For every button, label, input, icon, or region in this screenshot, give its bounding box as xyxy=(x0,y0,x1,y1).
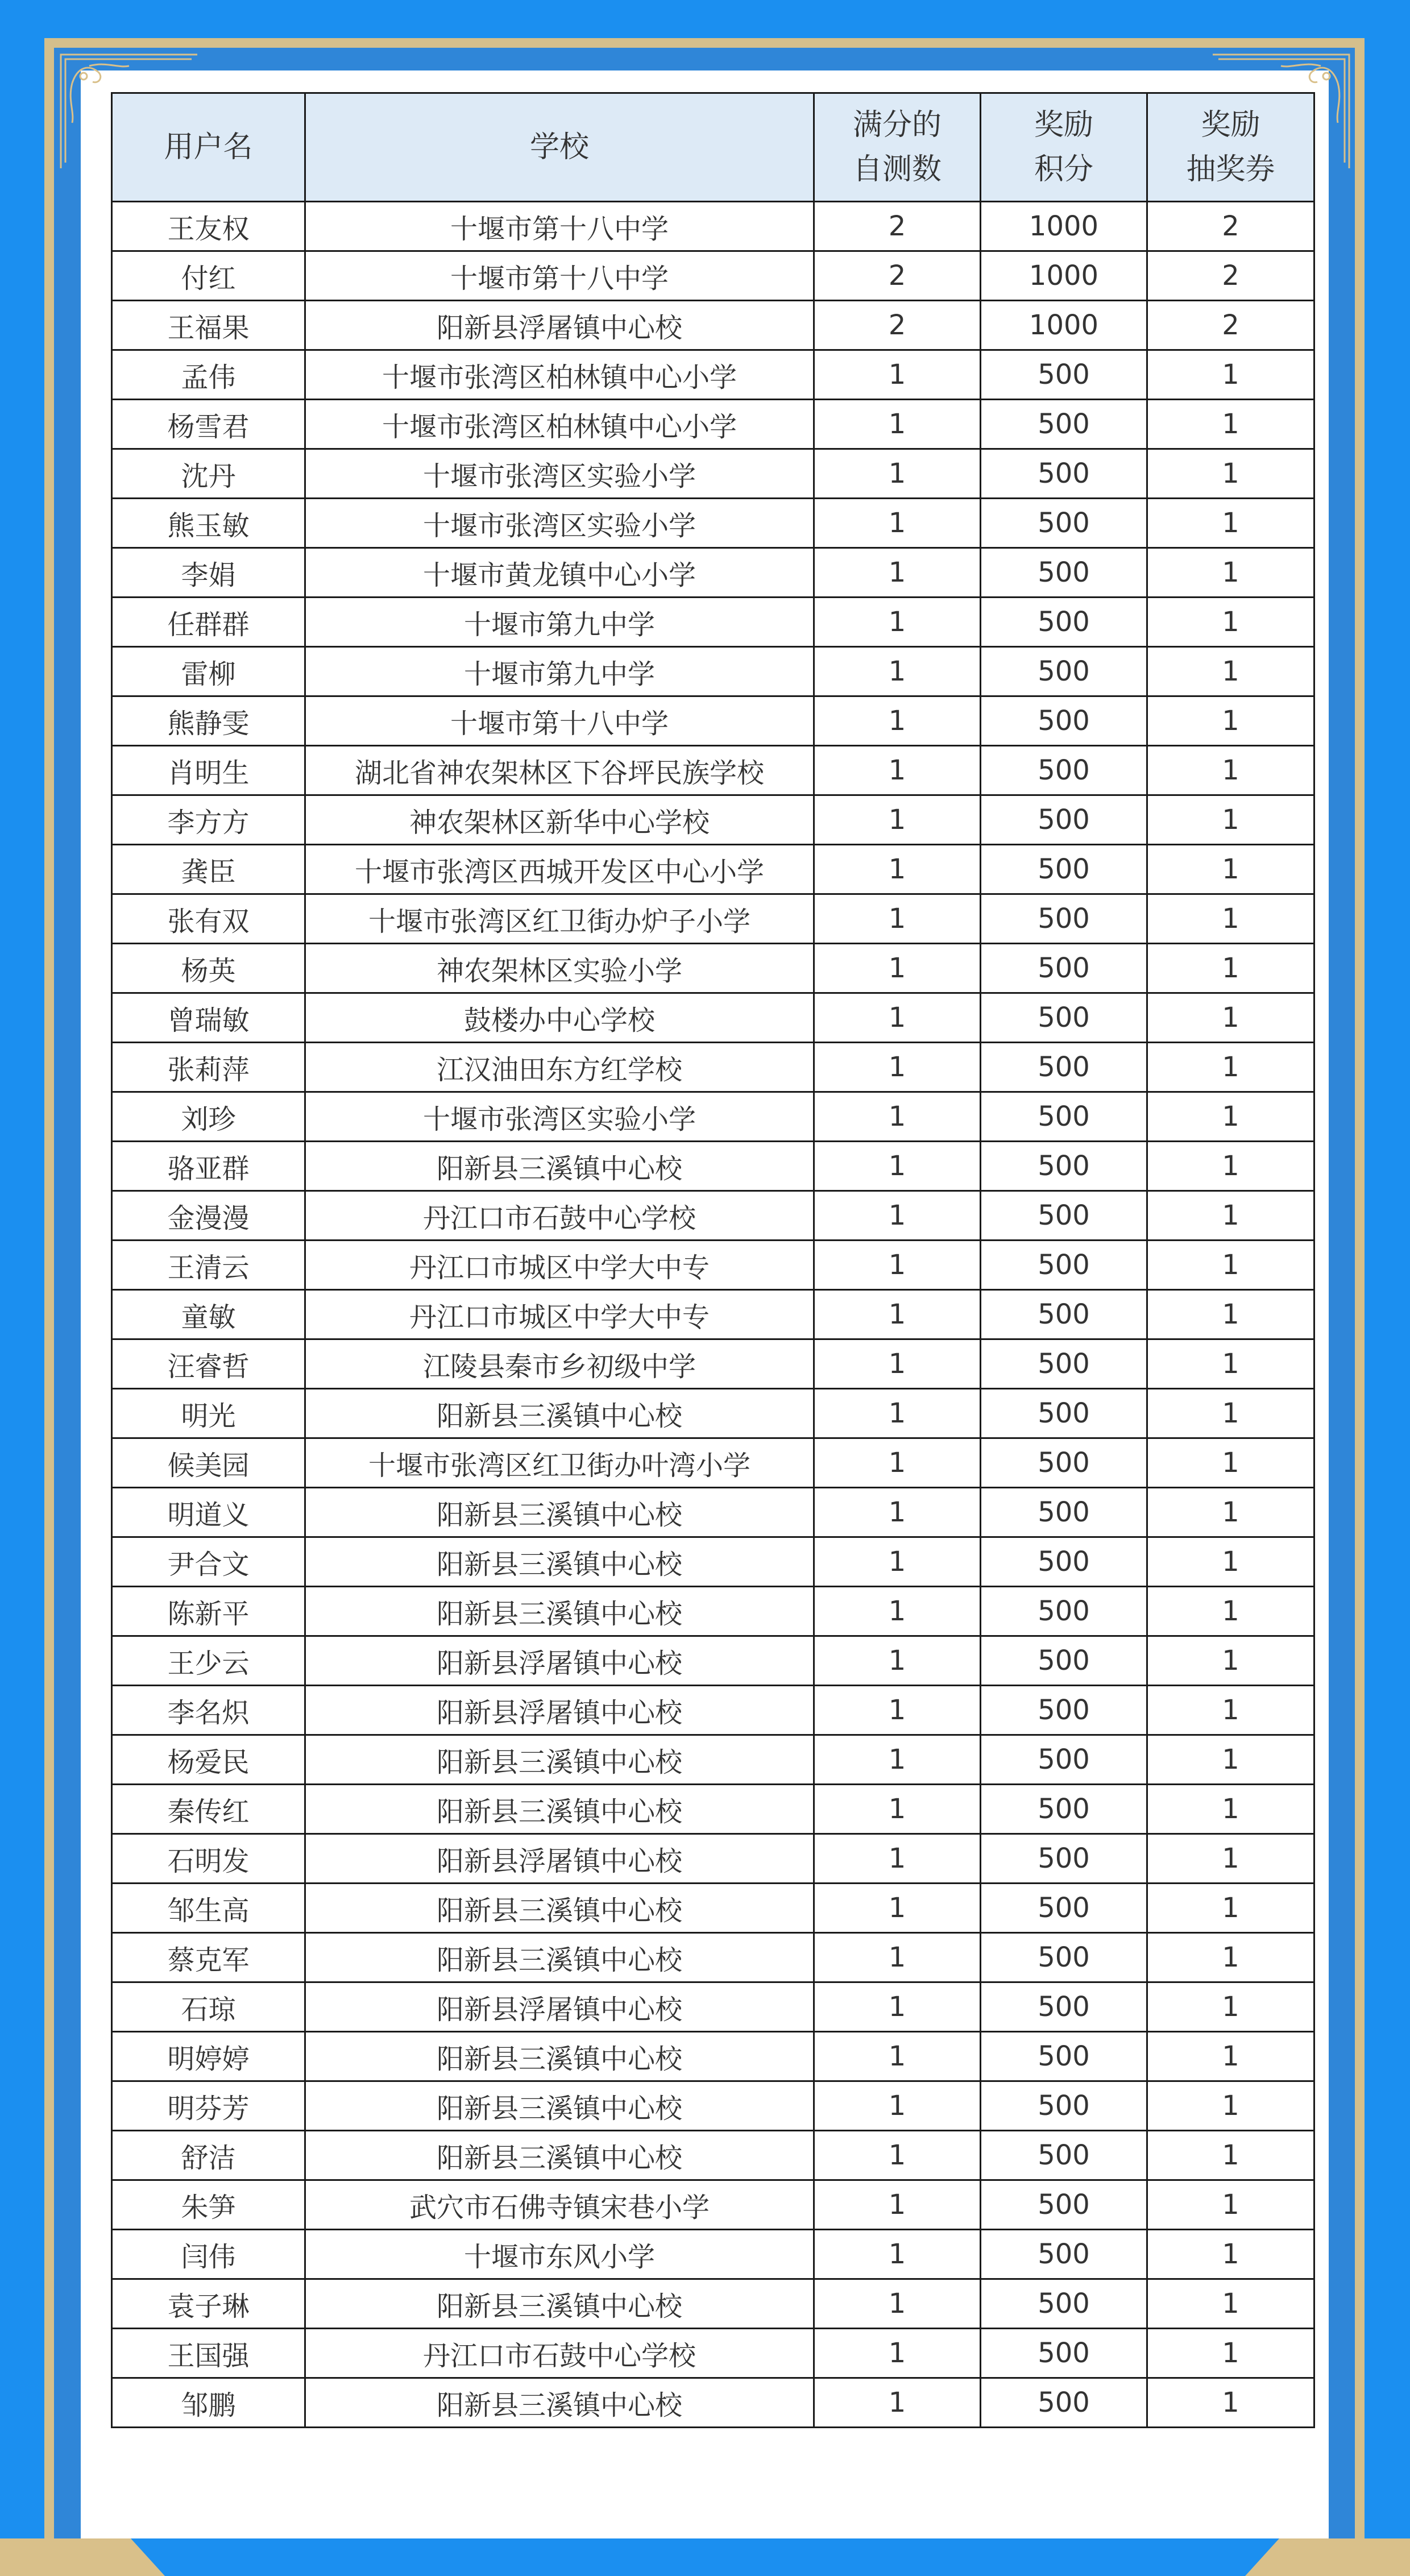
table-row xyxy=(112,845,1314,894)
table-row xyxy=(112,301,1314,350)
table-row xyxy=(112,202,1314,251)
cell-username: 汪睿哲 xyxy=(112,1339,305,1389)
cell-school: 阳新县三溪镇中心校 xyxy=(305,1735,814,1785)
cell-school: 十堰市第十八中学 xyxy=(305,251,814,301)
cell-school: 阳新县三溪镇中心校 xyxy=(305,1587,814,1636)
cell-reward-points: 500 xyxy=(981,1191,1147,1241)
table-body xyxy=(112,202,1314,2428)
cell-username: 王国强 xyxy=(112,2329,305,2378)
cell-full-score-tests: 1 xyxy=(814,449,981,499)
table-row xyxy=(112,2279,1314,2329)
cell-full-score-tests: 1 xyxy=(814,795,981,845)
cell-full-score-tests: 1 xyxy=(814,598,981,647)
cell-username: 陈新平 xyxy=(112,1587,305,1636)
cell-full-score-tests: 1 xyxy=(814,845,981,894)
cell-school: 十堰市张湾区实验小学 xyxy=(305,449,814,499)
cell-lottery-tickets: 1 xyxy=(1147,1191,1314,1241)
cell-school: 阳新县三溪镇中心校 xyxy=(305,2279,814,2329)
cell-username: 王清云 xyxy=(112,1241,305,1290)
table-row xyxy=(112,1389,1314,1438)
cell-username: 雷柳 xyxy=(112,647,305,696)
cell-full-score-tests: 1 xyxy=(814,400,981,449)
cell-reward-points: 1000 xyxy=(981,301,1147,350)
table-row xyxy=(112,1438,1314,1488)
cell-lottery-tickets: 2 xyxy=(1147,301,1314,350)
cell-school: 阳新县三溪镇中心校 xyxy=(305,2081,814,2131)
cell-full-score-tests: 1 xyxy=(814,1142,981,1191)
cell-school: 十堰市张湾区柏林镇中心小学 xyxy=(305,350,814,400)
cell-school: 阳新县三溪镇中心校 xyxy=(305,1884,814,1933)
cell-school: 十堰市张湾区红卫街办炉子小学 xyxy=(305,894,814,944)
reward-table xyxy=(111,92,1315,2428)
cell-lottery-tickets: 1 xyxy=(1147,400,1314,449)
cell-lottery-tickets: 1 xyxy=(1147,350,1314,400)
cell-school: 阳新县三溪镇中心校 xyxy=(305,1488,814,1537)
table-row xyxy=(112,746,1314,795)
cell-lottery-tickets: 1 xyxy=(1147,1587,1314,1636)
cell-reward-points: 500 xyxy=(981,1933,1147,1982)
cell-reward-points: 500 xyxy=(981,993,1147,1043)
table-header-row xyxy=(112,93,1314,202)
cell-full-score-tests: 1 xyxy=(814,499,981,548)
cell-username: 熊玉敏 xyxy=(112,499,305,548)
cell-full-score-tests: 1 xyxy=(814,746,981,795)
cell-username: 骆亚群 xyxy=(112,1142,305,1191)
cell-full-score-tests: 1 xyxy=(814,1884,981,1933)
table-row xyxy=(112,1982,1314,2032)
cell-school: 十堰市张湾区实验小学 xyxy=(305,1092,814,1142)
cell-full-score-tests: 1 xyxy=(814,894,981,944)
cell-lottery-tickets: 1 xyxy=(1147,499,1314,548)
cell-school: 武穴市石佛寺镇宋巷小学 xyxy=(305,2180,814,2230)
table-row xyxy=(112,647,1314,696)
table-row xyxy=(112,1735,1314,1785)
cell-lottery-tickets: 1 xyxy=(1147,1389,1314,1438)
cell-lottery-tickets: 1 xyxy=(1147,2230,1314,2279)
cell-username: 龚臣 xyxy=(112,845,305,894)
cell-lottery-tickets: 2 xyxy=(1147,202,1314,251)
cell-lottery-tickets: 1 xyxy=(1147,2081,1314,2131)
cell-school: 江汉油田东方红学校 xyxy=(305,1043,814,1092)
cell-full-score-tests: 1 xyxy=(814,2032,981,2081)
header-reward-points: 奖励 积分 xyxy=(981,93,1147,202)
cell-school: 阳新县三溪镇中心校 xyxy=(305,1785,814,1834)
cell-reward-points: 500 xyxy=(981,1043,1147,1092)
cell-school: 十堰市黄龙镇中心小学 xyxy=(305,548,814,598)
cell-lottery-tickets: 1 xyxy=(1147,1290,1314,1339)
table-row xyxy=(112,1241,1314,1290)
cell-lottery-tickets: 2 xyxy=(1147,251,1314,301)
header-lottery-tickets: 奖励 抽奖券 xyxy=(1147,93,1314,202)
cell-school: 丹江口市城区中学大中专 xyxy=(305,1290,814,1339)
cell-reward-points: 500 xyxy=(981,845,1147,894)
table-row xyxy=(112,2081,1314,2131)
cell-reward-points: 500 xyxy=(981,1537,1147,1587)
cell-reward-points: 500 xyxy=(981,2081,1147,2131)
cell-lottery-tickets: 1 xyxy=(1147,696,1314,746)
cell-reward-points: 500 xyxy=(981,1438,1147,1488)
cell-full-score-tests: 1 xyxy=(814,1933,981,1982)
cell-reward-points: 500 xyxy=(981,2131,1147,2180)
cell-username: 石明发 xyxy=(112,1834,305,1884)
cell-school: 十堰市张湾区柏林镇中心小学 xyxy=(305,400,814,449)
cell-school: 十堰市第九中学 xyxy=(305,598,814,647)
cell-lottery-tickets: 1 xyxy=(1147,1982,1314,2032)
cell-reward-points: 500 xyxy=(981,598,1147,647)
cell-full-score-tests: 1 xyxy=(814,1834,981,1884)
cell-reward-points: 500 xyxy=(981,2230,1147,2279)
cell-reward-points: 500 xyxy=(981,548,1147,598)
cell-reward-points: 500 xyxy=(981,1142,1147,1191)
cell-username: 邹生高 xyxy=(112,1884,305,1933)
cell-lottery-tickets: 1 xyxy=(1147,2279,1314,2329)
cell-full-score-tests: 2 xyxy=(814,301,981,350)
cell-full-score-tests: 1 xyxy=(814,1537,981,1587)
cell-lottery-tickets: 1 xyxy=(1147,2180,1314,2230)
cell-username: 任群群 xyxy=(112,598,305,647)
cell-full-score-tests: 1 xyxy=(814,944,981,993)
cell-username: 朱笋 xyxy=(112,2180,305,2230)
cell-school: 阳新县三溪镇中心校 xyxy=(305,1933,814,1982)
cell-username: 尹合文 xyxy=(112,1537,305,1587)
cell-username: 舒洁 xyxy=(112,2131,305,2180)
cell-school: 阳新县三溪镇中心校 xyxy=(305,1142,814,1191)
cell-full-score-tests: 1 xyxy=(814,1389,981,1438)
cell-full-score-tests: 1 xyxy=(814,2329,981,2378)
cell-lottery-tickets: 1 xyxy=(1147,1438,1314,1488)
cell-username: 张莉萍 xyxy=(112,1043,305,1092)
cell-reward-points: 500 xyxy=(981,1686,1147,1735)
cell-lottery-tickets: 1 xyxy=(1147,746,1314,795)
table-row xyxy=(112,696,1314,746)
cell-reward-points: 500 xyxy=(981,1389,1147,1438)
cell-lottery-tickets: 1 xyxy=(1147,598,1314,647)
cell-reward-points: 500 xyxy=(981,1785,1147,1834)
cell-school: 十堰市东风小学 xyxy=(305,2230,814,2279)
cell-username: 肖明生 xyxy=(112,746,305,795)
cell-full-score-tests: 1 xyxy=(814,993,981,1043)
cell-full-score-tests: 1 xyxy=(814,1241,981,1290)
cell-username: 沈丹 xyxy=(112,449,305,499)
cell-reward-points: 500 xyxy=(981,647,1147,696)
table-row xyxy=(112,1884,1314,1933)
cell-username: 闫伟 xyxy=(112,2230,305,2279)
cell-lottery-tickets: 1 xyxy=(1147,1142,1314,1191)
table-row xyxy=(112,1339,1314,1389)
cell-full-score-tests: 1 xyxy=(814,696,981,746)
cell-reward-points: 500 xyxy=(981,696,1147,746)
table-row xyxy=(112,2378,1314,2428)
cell-username: 明芬芳 xyxy=(112,2081,305,2131)
table-row xyxy=(112,400,1314,449)
cell-lottery-tickets: 1 xyxy=(1147,1488,1314,1537)
table-row xyxy=(112,795,1314,845)
cell-username: 曾瑞敏 xyxy=(112,993,305,1043)
table-row xyxy=(112,1636,1314,1686)
cell-school: 阳新县三溪镇中心校 xyxy=(305,2378,814,2428)
cell-school: 阳新县浮屠镇中心校 xyxy=(305,1834,814,1884)
cell-school: 阳新县三溪镇中心校 xyxy=(305,2131,814,2180)
cell-username: 张有双 xyxy=(112,894,305,944)
cell-school: 阳新县浮屠镇中心校 xyxy=(305,1686,814,1735)
table-row xyxy=(112,1834,1314,1884)
cell-reward-points: 500 xyxy=(981,1587,1147,1636)
cell-full-score-tests: 1 xyxy=(814,1587,981,1636)
table-row xyxy=(112,1488,1314,1537)
cell-username: 杨英 xyxy=(112,944,305,993)
cell-lottery-tickets: 1 xyxy=(1147,1933,1314,1982)
cell-username: 付红 xyxy=(112,251,305,301)
cell-lottery-tickets: 1 xyxy=(1147,944,1314,993)
table-row xyxy=(112,2329,1314,2378)
cell-username: 李名炽 xyxy=(112,1686,305,1735)
cell-reward-points: 500 xyxy=(981,400,1147,449)
table-row xyxy=(112,2131,1314,2180)
cell-reward-points: 500 xyxy=(981,449,1147,499)
cell-full-score-tests: 1 xyxy=(814,2081,981,2131)
table-row xyxy=(112,944,1314,993)
cell-reward-points: 500 xyxy=(981,1339,1147,1389)
table-row xyxy=(112,449,1314,499)
cell-full-score-tests: 1 xyxy=(814,1438,981,1488)
cell-username: 王福果 xyxy=(112,301,305,350)
cell-reward-points: 500 xyxy=(981,795,1147,845)
cell-lottery-tickets: 1 xyxy=(1147,2329,1314,2378)
cell-lottery-tickets: 1 xyxy=(1147,1043,1314,1092)
cell-reward-points: 500 xyxy=(981,1241,1147,1290)
cell-username: 袁子琳 xyxy=(112,2279,305,2329)
cell-lottery-tickets: 1 xyxy=(1147,795,1314,845)
cell-username: 金漫漫 xyxy=(112,1191,305,1241)
cell-full-score-tests: 2 xyxy=(814,251,981,301)
table-row xyxy=(112,2180,1314,2230)
cell-school: 丹江口市城区中学大中专 xyxy=(305,1241,814,1290)
cell-reward-points: 500 xyxy=(981,2180,1147,2230)
cell-username: 刘珍 xyxy=(112,1092,305,1142)
cell-username: 童敏 xyxy=(112,1290,305,1339)
cell-lottery-tickets: 1 xyxy=(1147,1636,1314,1686)
cell-username: 秦传红 xyxy=(112,1785,305,1834)
cell-full-score-tests: 1 xyxy=(814,1092,981,1142)
cell-full-score-tests: 1 xyxy=(814,1191,981,1241)
cell-lottery-tickets: 1 xyxy=(1147,894,1314,944)
cell-lottery-tickets: 1 xyxy=(1147,993,1314,1043)
cell-lottery-tickets: 1 xyxy=(1147,1884,1314,1933)
cell-full-score-tests: 1 xyxy=(814,2279,981,2329)
cell-reward-points: 500 xyxy=(981,2032,1147,2081)
cell-reward-points: 500 xyxy=(981,746,1147,795)
cell-lottery-tickets: 1 xyxy=(1147,1785,1314,1834)
cell-school: 湖北省神农架林区下谷坪民族学校 xyxy=(305,746,814,795)
cell-full-score-tests: 1 xyxy=(814,2378,981,2428)
cell-full-score-tests: 1 xyxy=(814,1339,981,1389)
table-row xyxy=(112,499,1314,548)
table-row xyxy=(112,993,1314,1043)
cell-reward-points: 500 xyxy=(981,1636,1147,1686)
cell-full-score-tests: 1 xyxy=(814,1488,981,1537)
cell-reward-points: 500 xyxy=(981,2378,1147,2428)
header-school: 学校 xyxy=(305,93,814,202)
table-row xyxy=(112,1092,1314,1142)
table-row xyxy=(112,894,1314,944)
table-row xyxy=(112,251,1314,301)
cell-school: 神农架林区新华中心学校 xyxy=(305,795,814,845)
cell-lottery-tickets: 1 xyxy=(1147,548,1314,598)
table-row xyxy=(112,2230,1314,2279)
cell-username: 蔡克军 xyxy=(112,1933,305,1982)
cell-school: 十堰市第十八中学 xyxy=(305,202,814,251)
header-full-score-tests: 满分的 自测数 xyxy=(814,93,981,202)
cell-school: 阳新县三溪镇中心校 xyxy=(305,1389,814,1438)
cell-lottery-tickets: 1 xyxy=(1147,1834,1314,1884)
bottom-band xyxy=(0,2538,1410,2576)
cell-lottery-tickets: 1 xyxy=(1147,1092,1314,1142)
cell-reward-points: 500 xyxy=(981,1290,1147,1339)
cell-full-score-tests: 1 xyxy=(814,1735,981,1785)
cell-school: 鼓楼办中心学校 xyxy=(305,993,814,1043)
cell-username: 明光 xyxy=(112,1389,305,1438)
cell-lottery-tickets: 1 xyxy=(1147,2131,1314,2180)
cell-username: 杨雪君 xyxy=(112,400,305,449)
table-row xyxy=(112,548,1314,598)
cell-full-score-tests: 2 xyxy=(814,202,981,251)
cell-full-score-tests: 1 xyxy=(814,1785,981,1834)
table-row xyxy=(112,598,1314,647)
cell-reward-points: 500 xyxy=(981,944,1147,993)
cell-school: 神农架林区实验小学 xyxy=(305,944,814,993)
cell-lottery-tickets: 1 xyxy=(1147,1735,1314,1785)
cell-reward-points: 500 xyxy=(981,2329,1147,2378)
cell-username: 孟伟 xyxy=(112,350,305,400)
cell-school: 阳新县三溪镇中心校 xyxy=(305,2032,814,2081)
cell-lottery-tickets: 1 xyxy=(1147,845,1314,894)
cell-lottery-tickets: 1 xyxy=(1147,1339,1314,1389)
cell-school: 十堰市张湾区西城开发区中心小学 xyxy=(305,845,814,894)
cell-lottery-tickets: 1 xyxy=(1147,1686,1314,1735)
cell-reward-points: 500 xyxy=(981,1488,1147,1537)
table-row xyxy=(112,1043,1314,1092)
cell-school: 阳新县浮屠镇中心校 xyxy=(305,301,814,350)
cell-school: 十堰市第九中学 xyxy=(305,647,814,696)
cell-reward-points: 500 xyxy=(981,1092,1147,1142)
cell-username: 明道义 xyxy=(112,1488,305,1537)
cell-school: 江陵县秦市乡初级中学 xyxy=(305,1339,814,1389)
cell-school: 十堰市第十八中学 xyxy=(305,696,814,746)
cell-full-score-tests: 1 xyxy=(814,1636,981,1686)
reward-table-container xyxy=(111,92,1313,2428)
cell-school: 阳新县三溪镇中心校 xyxy=(305,1537,814,1587)
cell-reward-points: 500 xyxy=(981,1982,1147,2032)
cell-username: 石琼 xyxy=(112,1982,305,2032)
cell-reward-points: 1000 xyxy=(981,251,1147,301)
cell-reward-points: 500 xyxy=(981,894,1147,944)
cell-full-score-tests: 1 xyxy=(814,2230,981,2279)
table-row xyxy=(112,2032,1314,2081)
cell-school: 丹江口市石鼓中心学校 xyxy=(305,2329,814,2378)
table-row xyxy=(112,1933,1314,1982)
cell-full-score-tests: 1 xyxy=(814,548,981,598)
table-row xyxy=(112,1537,1314,1587)
cell-reward-points: 500 xyxy=(981,350,1147,400)
cell-full-score-tests: 1 xyxy=(814,350,981,400)
cell-reward-points: 500 xyxy=(981,1884,1147,1933)
cell-school: 十堰市张湾区红卫街办叶湾小学 xyxy=(305,1438,814,1488)
cell-reward-points: 500 xyxy=(981,2279,1147,2329)
cell-username: 杨爱民 xyxy=(112,1735,305,1785)
cell-lottery-tickets: 1 xyxy=(1147,647,1314,696)
cell-full-score-tests: 1 xyxy=(814,1982,981,2032)
cell-username: 李方方 xyxy=(112,795,305,845)
cell-reward-points: 1000 xyxy=(981,202,1147,251)
table-row xyxy=(112,1191,1314,1241)
cell-lottery-tickets: 1 xyxy=(1147,1537,1314,1587)
cell-username: 候美园 xyxy=(112,1438,305,1488)
cell-full-score-tests: 1 xyxy=(814,2180,981,2230)
table-row xyxy=(112,1686,1314,1735)
cell-reward-points: 500 xyxy=(981,499,1147,548)
table-row xyxy=(112,1785,1314,1834)
cell-username: 邹鹏 xyxy=(112,2378,305,2428)
cell-username: 明婷婷 xyxy=(112,2032,305,2081)
cell-school: 十堰市张湾区实验小学 xyxy=(305,499,814,548)
cell-username: 王少云 xyxy=(112,1636,305,1686)
cell-full-score-tests: 1 xyxy=(814,2131,981,2180)
cell-school: 阳新县浮屠镇中心校 xyxy=(305,1982,814,2032)
cell-lottery-tickets: 1 xyxy=(1147,1241,1314,1290)
cell-lottery-tickets: 1 xyxy=(1147,2032,1314,2081)
cell-reward-points: 500 xyxy=(981,1834,1147,1884)
table-row xyxy=(112,1587,1314,1636)
cell-username: 王友权 xyxy=(112,202,305,251)
cell-full-score-tests: 1 xyxy=(814,1686,981,1735)
table-row xyxy=(112,1290,1314,1339)
cell-reward-points: 500 xyxy=(981,1735,1147,1785)
cell-username: 熊静雯 xyxy=(112,696,305,746)
table-row xyxy=(112,350,1314,400)
cell-full-score-tests: 1 xyxy=(814,1290,981,1339)
cell-school: 丹江口市石鼓中心学校 xyxy=(305,1191,814,1241)
cell-username: 李娟 xyxy=(112,548,305,598)
table-row xyxy=(112,1142,1314,1191)
cell-school: 阳新县浮屠镇中心校 xyxy=(305,1636,814,1686)
header-username: 用户名 xyxy=(112,93,305,202)
cell-lottery-tickets: 1 xyxy=(1147,449,1314,499)
cell-full-score-tests: 1 xyxy=(814,1043,981,1092)
cell-full-score-tests: 1 xyxy=(814,647,981,696)
cell-lottery-tickets: 1 xyxy=(1147,2378,1314,2428)
